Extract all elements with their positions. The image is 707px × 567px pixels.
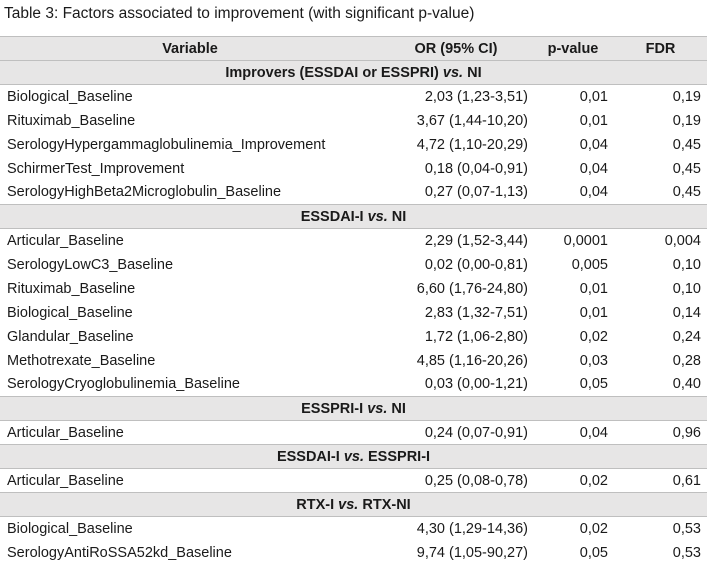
cell-fdr: 0,10 (672, 280, 701, 297)
cell-pvalue: 0,03 (579, 352, 608, 369)
group-title-right: RTX-NI (358, 496, 411, 513)
table-row (0, 421, 707, 445)
cell-or: 6,60 (1,76-24,80) (416, 280, 528, 297)
cell-variable: SerologyAntiRoSSA52kd_Baseline (7, 544, 232, 561)
cell-or: 4,85 (1,16-20,26) (416, 352, 528, 369)
group-title (0, 445, 707, 469)
cell-fdr: 0,45 (672, 160, 701, 177)
cell-variable: Rituximab_Baseline (7, 112, 136, 129)
group-title (0, 205, 707, 229)
cell-pvalue: 0,05 (579, 376, 608, 393)
group-header-row (0, 493, 707, 517)
cell-or: 3,67 (1,44-10,20) (416, 112, 528, 129)
cell-or: 0,03 (0,00-1,21) (424, 376, 528, 393)
cell-variable: Methotrexate_Baseline (7, 352, 156, 369)
cell-or: 0,24 (0,07-0,91) (424, 424, 528, 441)
group-title-left: RTX-I (296, 496, 339, 513)
cell-pvalue: 0,01 (579, 280, 608, 297)
cell-fdr: 0,61 (672, 472, 701, 489)
cell-variable: Biological_Baseline (7, 304, 133, 321)
cell-pvalue: 0,01 (579, 88, 608, 105)
group-title-vs: vs. (442, 64, 464, 81)
cell-fdr: 0,53 (672, 520, 701, 537)
table-row (0, 517, 707, 541)
cell-or: 9,74 (1,05-90,27) (416, 544, 528, 561)
cell-or: 2,03 (1,23-3,51) (424, 88, 528, 105)
cell-pvalue: 0,04 (579, 424, 608, 441)
cell-variable: Biological_Baseline (7, 520, 133, 537)
group-title-right: ESSPRI-I (363, 448, 431, 465)
table-row (0, 229, 707, 253)
group-header-row (0, 205, 707, 229)
cell-or: 0,27 (0,07-1,13) (424, 184, 528, 201)
cell-fdr: 0,19 (672, 112, 701, 129)
table-body (0, 61, 707, 565)
cell-variable: Articular_Baseline (7, 232, 124, 249)
cell-fdr: 0,14 (672, 304, 701, 321)
results-table (0, 36, 707, 565)
header-pvalue: p-value (532, 37, 614, 61)
cell-or: 0,18 (0,04-0,91) (424, 160, 528, 177)
table-row (0, 541, 707, 565)
group-title-left: ESSPRI-I (301, 400, 368, 417)
cell-variable: Glandular_Baseline (7, 328, 134, 345)
cell-variable: SerologyCryoglobulinemia_Baseline (7, 376, 240, 393)
table-row (0, 157, 707, 181)
cell-pvalue: 0,04 (579, 160, 608, 177)
group-title (0, 61, 707, 85)
table-row (0, 253, 707, 277)
cell-fdr: 0,10 (672, 256, 701, 273)
group-title-right: NI (387, 208, 407, 225)
group-header-row (0, 61, 707, 85)
group-title-vs: vs. (338, 496, 359, 513)
table-header-row (0, 37, 707, 61)
table-row (0, 85, 707, 109)
cell-pvalue: 0,02 (579, 472, 608, 489)
cell-variable: SchirmerTest_Improvement (7, 160, 185, 177)
table-row (0, 301, 707, 325)
cell-or: 0,02 (0,00-0,81) (424, 256, 528, 273)
group-title-right: NI (387, 400, 406, 417)
table-row (0, 373, 707, 397)
group-title-left: Improvers (ESSDAI or ESSPRI) (225, 64, 443, 81)
cell-pvalue: 0,04 (579, 184, 608, 201)
header-or: OR (95% CI) (380, 37, 532, 61)
cell-fdr: 0,19 (672, 88, 701, 105)
cell-variable: SerologyLowC3_Baseline (7, 256, 174, 273)
header-variable: Variable (0, 37, 380, 61)
group-title-right: NI (463, 64, 482, 81)
table-row (0, 109, 707, 133)
cell-fdr: 0,53 (672, 544, 701, 561)
cell-pvalue: 0,02 (579, 328, 608, 345)
table-row (0, 349, 707, 373)
table-row (0, 469, 707, 493)
cell-pvalue: 0,01 (579, 304, 608, 321)
cell-or: 2,83 (1,32-7,51) (424, 304, 528, 321)
cell-or: 1,72 (1,06-2,80) (424, 328, 528, 345)
group-header-row (0, 445, 707, 469)
cell-pvalue: 0,01 (579, 112, 608, 129)
group-title-vs: vs. (367, 400, 388, 417)
table-row (0, 181, 707, 205)
group-title (0, 397, 707, 421)
cell-pvalue: 0,04 (579, 136, 608, 153)
table-caption: Table 3: Factors associated to improvement (with significant p-value) (4, 5, 475, 22)
table-row (0, 325, 707, 349)
cell-variable: Articular_Baseline (7, 472, 124, 489)
cell-pvalue: 0,005 (571, 256, 608, 273)
cell-variable: Rituximab_Baseline (7, 280, 136, 297)
group-header-row (0, 397, 707, 421)
cell-variable: Biological_Baseline (7, 88, 133, 105)
cell-or: 0,25 (0,08-0,78) (424, 472, 528, 489)
cell-fdr: 0,24 (672, 328, 701, 345)
cell-variable: SerologyHypergammaglobulinemia_Improvement (7, 136, 326, 153)
cell-fdr: 0,96 (672, 424, 701, 441)
cell-fdr: 0,45 (672, 184, 701, 201)
cell-fdr: 0,45 (672, 136, 701, 153)
cell-or: 4,30 (1,29-14,36) (416, 520, 528, 537)
cell-pvalue: 0,05 (579, 544, 608, 561)
cell-fdr: 0,28 (672, 352, 701, 369)
table-row (0, 277, 707, 301)
group-title-left: ESSDAI-I (276, 448, 344, 465)
cell-fdr: 0,40 (672, 376, 701, 393)
group-title-vs: vs. (367, 208, 388, 225)
group-title-vs: vs. (343, 448, 364, 465)
cell-pvalue: 0,02 (579, 520, 608, 537)
cell-fdr: 0,004 (664, 232, 701, 249)
cell-or: 2,29 (1,52-3,44) (424, 232, 528, 249)
header-fdr: FDR (614, 37, 707, 61)
cell-variable: Articular_Baseline (7, 424, 124, 441)
group-title-left: ESSDAI-I (300, 208, 368, 225)
cell-pvalue: 0,0001 (563, 232, 608, 249)
cell-variable: SerologyHighBeta2Microglobulin_Baseline (7, 184, 282, 201)
cell-or: 4,72 (1,10-20,29) (416, 136, 528, 153)
table-row (0, 133, 707, 157)
group-title (0, 493, 707, 517)
